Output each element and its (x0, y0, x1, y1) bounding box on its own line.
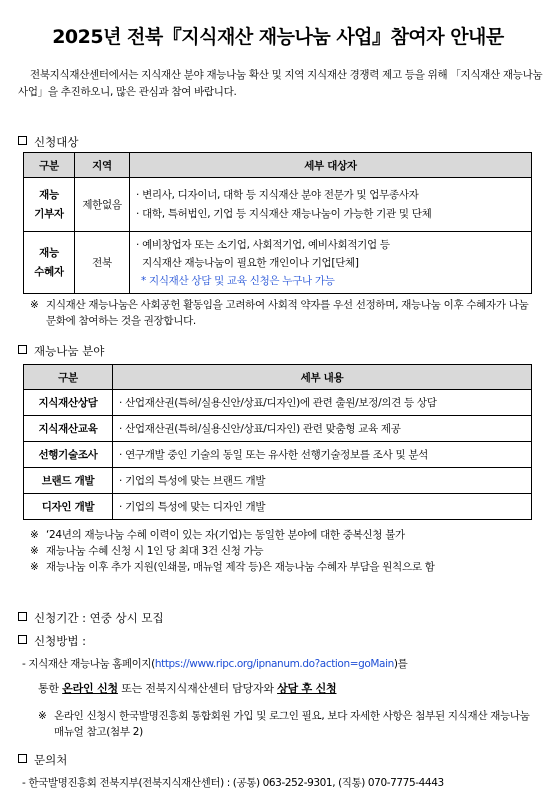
row-detail: · 연구개발 중인 기술의 동일 또는 유사한 선행기술정보를 조사 및 분석 (113, 442, 532, 468)
note-text: ‘24년의 재능나눔 수혜 이력이 있는 자(기업)는 동일한 분야에 대한 중복신청 불가 (46, 529, 405, 541)
col-header-region: 지역 (75, 153, 130, 178)
checkbox-bullet-icon (18, 136, 27, 145)
detail-line: 지식재산 재능나눔이 필요한 개인이나 기업[단체] (136, 256, 359, 269)
method-label: 신청방법 : (34, 634, 86, 648)
period-line (18, 610, 164, 626)
method-text: 지식재산 재능나눔 홈페이지( (28, 658, 155, 670)
note-mark-icon: ※ (30, 529, 39, 541)
row-detail: · 기업의 특성에 맞는 디자인 개발 (113, 494, 532, 520)
field-table (23, 364, 532, 520)
online-apply-text: 온라인 신청 (62, 682, 118, 695)
row-type: 브랜드 개발 (24, 468, 113, 494)
consult-apply-text: 상담 후 신청 (277, 682, 337, 695)
row-type: 선행기술조사 (24, 442, 113, 468)
period-label: 신청기간 (34, 611, 79, 625)
note-mark-icon: ※ (30, 561, 39, 573)
detail-line: · 예비창업자 또는 소기업, 사회적기업, 예비사회적기업 등 (136, 238, 390, 251)
detail-line: · 대학, 특허법인, 기업 등 지식재산 재능나눔이 가능한 기관 및 단체 (136, 207, 432, 220)
section-target-label: 신청대상 (34, 135, 79, 149)
section-target-heading (18, 134, 78, 150)
section-field-label: 재능나눔 분야 (34, 344, 105, 358)
note-text: 재능나눔 수혜 신청 시 1인 당 최대 3건 신청 가능 (46, 545, 264, 557)
checkbox-bullet-icon (18, 754, 27, 763)
row-type: 재능 수혜자 (24, 232, 75, 294)
row-region: 제한없음 (75, 178, 130, 232)
method-text: 또는 전북지식재산센터 담당자와 (117, 682, 278, 695)
dash-bullet: - (22, 777, 26, 789)
row-detail: · 기업의 특성에 맞는 브랜드 개발 (113, 468, 532, 494)
col-header-details: 세부 내용 (113, 365, 532, 390)
table-row (24, 390, 532, 416)
page-title: 2025년 전북『지식재산 재능나눔 사업』참여자 안내문 (52, 26, 504, 48)
dash-bullet: - (22, 658, 26, 670)
method-text: 통한 (38, 682, 63, 695)
period-value: : 연중 상시 모집 (78, 611, 164, 625)
table-row (24, 468, 532, 494)
row-detail: · 산업재산권(특허/실용신안/상표/디자인) 관련 맞춤형 교육 제공 (113, 416, 532, 442)
field-notes (30, 527, 535, 575)
row-type: 지식재산교육 (24, 416, 113, 442)
col-header-type: 구분 (24, 153, 75, 178)
note-text: 지식재산 재능나눔은 사회공헌 활동임을 고려하여 사회적 약자를 우선 선정하며, 재능나눔 이후 수혜자가 나눔문화에 참여하는 것을 권장합니다. (46, 299, 529, 327)
col-header-details: 세부 대상자 (130, 153, 532, 178)
row-type: 디자인 개발 (24, 494, 113, 520)
note-mark-icon: ※ (30, 299, 39, 311)
intro-text: 전북지식재산센터에서는 지식재산 분야 재능나눔 확산 및 지역 지식재산 경쟁력 제고 등을 위해 「지식재산 재능나눔 사업」을 추진하오니, 많은 관심과 참여 바랍니다. (18, 69, 543, 98)
table-row (24, 442, 532, 468)
note-mark-icon: ※ (30, 545, 39, 557)
homepage-link[interactable]: https://www.ripc.org/ipnanum.do?action=goMain (154, 658, 394, 670)
table-row (24, 494, 532, 520)
target-table (23, 152, 532, 294)
method-note (38, 708, 538, 740)
method-line-2 (38, 680, 548, 696)
row-type: 지식재산상담 (24, 390, 113, 416)
target-note (30, 297, 535, 329)
highlight-note: * 지식재산 상담 및 교육 신청은 누구나 가능 (141, 274, 335, 287)
note-text: 재능나눔 이후 추가 지원(인쇄물, 매뉴얼 제작 등)은 재능나눔 수혜자 부담을 원칙으로 함 (46, 561, 435, 573)
method-heading (18, 633, 86, 649)
checkbox-bullet-icon (18, 635, 27, 644)
row-detail: · 산업재산권(특허/실용신안/상표/디자인)에 관련 출원/보정/의견 등 상담 (113, 390, 532, 416)
checkbox-bullet-icon (18, 345, 27, 354)
method-line-1 (22, 656, 552, 671)
detail-line: · 변리사, 디자이너, 대학 등 지식재산 분야 전문가 및 업무종사자 (136, 188, 419, 201)
table-row (24, 232, 532, 294)
table-row (24, 416, 532, 442)
note-mark-icon: ※ (38, 710, 47, 722)
note-text: 온라인 신청시 한국발명진흥회 통합회원 가입 및 로그인 필요, 보다 자세한 사항은 첨부된 지식재산 재능나눔 매뉴얼 참고(첨부 2) (54, 710, 530, 738)
section-field-heading (18, 343, 104, 359)
col-header-type: 구분 (24, 365, 113, 390)
table-row (24, 178, 532, 232)
contact-label: 문의처 (34, 753, 68, 767)
row-type: 재능 기부자 (24, 178, 75, 232)
method-text: )를 (393, 658, 408, 670)
checkbox-bullet-icon (18, 612, 27, 621)
row-region: 전북 (75, 232, 130, 294)
contact-text: 한국발명진흥회 전북지부(전북지식재산센터) : (공통) 063-252-9301, (직통) 070-7775-4443 (28, 777, 444, 789)
contact-heading (18, 752, 67, 768)
contact-line (22, 775, 552, 790)
